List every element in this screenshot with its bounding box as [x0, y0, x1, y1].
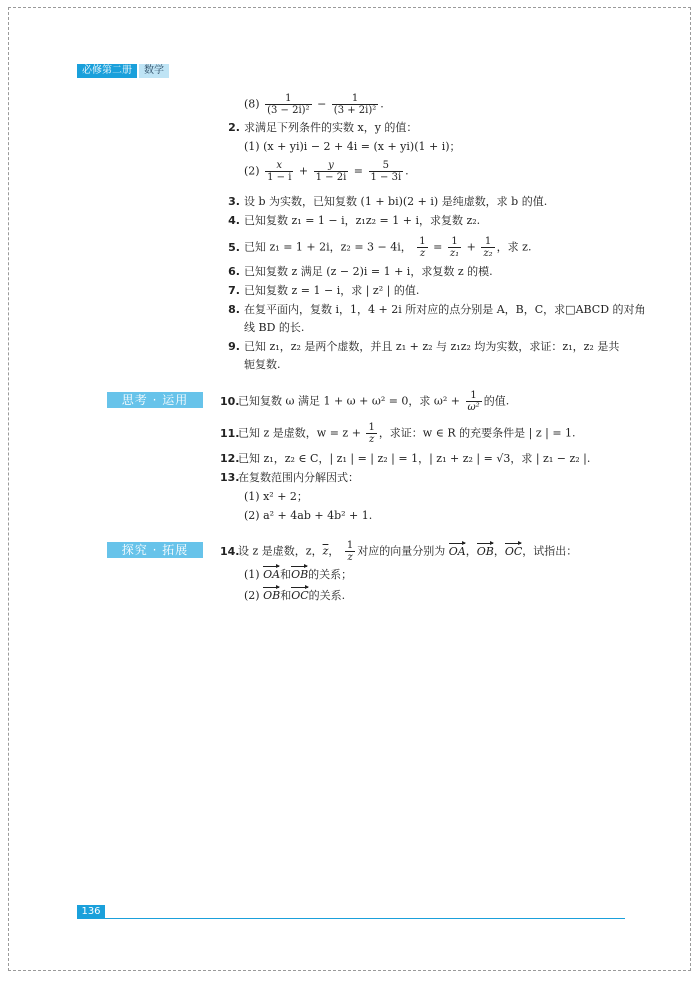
problem-13: 13.在复数范围内分解因式： — [220, 471, 359, 484]
footer-rule — [105, 918, 625, 919]
problem-14-2: (2) OB和OC的关系. — [244, 586, 345, 603]
book-label: 必修第二册 — [77, 64, 137, 78]
running-header — [77, 64, 169, 78]
problem-9: 9. 已知 z₁，z₂ 是两个虚数，并且 z₁ + z₂ 与 z₁z₂ 均为实数，求证：z₁，z₂ 是共 — [228, 340, 620, 353]
problem-8: 8. 在复平面内，复数 i，1，4 + 2i 所对应的点分别是 A，B，C，求□ABCD 的对角 — [228, 303, 646, 316]
vector-oa: OA — [449, 542, 466, 559]
fraction: $\frac{1}{\text{(3 − 2i)²}}$ — [267, 93, 310, 116]
page-number: 136 — [77, 905, 105, 919]
problem-7: 7. 已知复数 z = 1 − i，求 | z² | 的值. — [228, 284, 420, 297]
vector-oc: OC — [505, 542, 522, 559]
problem-2: 2. 求满足下列条件的实数 x，y 的值： — [228, 121, 418, 134]
subject-label: 数学 — [139, 64, 169, 78]
problem-14: 14.设 z 是虚数，z，$\overline{z}$， $\frac{1}{z}$ 对应的向量分别为 OA，OB，OC，试指出： — [220, 540, 578, 563]
problem-3: 3. 设 b 为实数，已知复数 (1 + bi)(2 + i) 是纯虚数，求 b 的值. — [228, 195, 548, 208]
problem-12: 12.已知 z₁，z₂ ∈ C，| z₁ | = | z₂ | = 1，| z₁ + z₂ | = √3，求 | z₁ − z₂ |. — [220, 452, 591, 465]
problem-13-2: (2) a² + 4ab + 4b² + 1. — [244, 509, 373, 522]
problem-13-1: (1) x² + 2； — [244, 490, 308, 503]
problem-14-1: (1) OA和OB的关系； — [244, 565, 352, 582]
problem-4: 4. 已知复数 z₁ = 1 − i，z₁z₂ = 1 + i，求复数 z₂. — [228, 214, 481, 227]
problem-1-8: (8) $\frac{1}{\text{(3 − 2i)²}}$ − $\frac{1}{\text{(3 + 2i)²}}$ . — [244, 93, 384, 116]
fraction: $\frac{1}{\text{(3 + 2i)²}}$ — [333, 93, 377, 116]
vector-ob: OB — [477, 542, 494, 559]
problem-2-2: (2) $\frac{x}{1 - i}$ + $\frac{y}{1 - 2i}$ = $\frac{5}{1 - 3i}$ . — [244, 160, 409, 183]
section-think-apply: 思考 · 运用 — [107, 392, 203, 408]
problem-10: 10.已知复数 ω 满足 1 + ω + ω² = 0，求 ω² + $\frac{1}{\text{ω²}}$ 的值. — [220, 390, 510, 413]
problem-8-cont: 线 BD 的长. — [244, 321, 305, 334]
problem-5: 5. 已知 z₁ = 1 + 2i，z₂ = 3 − 4i， $\frac{1}{z}$ = $\frac{1}{\text{z₁}}$ + $\frac{1}{\text{z₂}}$ ，求 z. — [228, 236, 532, 259]
problem-6: 6. 已知复数 z 满足 (z − 2)i = 1 + i，求复数 z 的模. — [228, 265, 493, 278]
section-explore-expand: 探究 · 拓展 — [107, 542, 203, 558]
problem-9-cont: 轭复数. — [244, 358, 281, 371]
problem-11: 11.已知 z 是虚数，w = z + $\frac{1}{z}$ ，求证：w ∈ R 的充要条件是 | z | = 1. — [220, 422, 576, 445]
problem-2-1: (1) (x + yi)i − 2 + 4i = (x + yi)(1 + i)； — [244, 140, 461, 153]
